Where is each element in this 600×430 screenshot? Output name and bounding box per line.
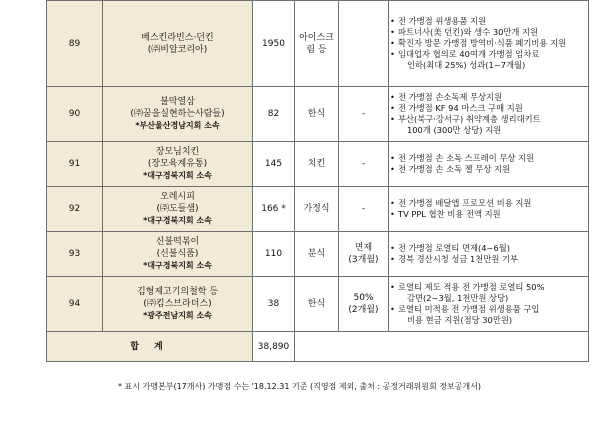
support-item: • 임대업자 협의로 40여개 가맹점 임차료 bbox=[389, 49, 588, 60]
support-item-continued: 비용 현금 지원(점당 30만원) bbox=[407, 315, 513, 325]
business-type: 한식 bbox=[295, 277, 339, 332]
support-item: • 전 가맹점 KF 94 마스크 구매 지원 bbox=[389, 103, 588, 114]
chapter-affiliation: *대구경북지회 소속 bbox=[143, 261, 212, 270]
brand-name-cell bbox=[103, 187, 253, 232]
support-item: • 부산(북구·강서구) 취약계층 생리대키트 bbox=[389, 114, 588, 125]
row-number: 89 bbox=[47, 1, 103, 87]
table-row bbox=[47, 187, 589, 232]
support-detail-cell bbox=[389, 232, 589, 277]
support-item-continued: 감면(2~3월, 1천만원 상당) bbox=[407, 293, 509, 303]
support-item: • 전 가맹점 손 소독 스프레이 무상 지원 bbox=[389, 153, 588, 164]
business-type: 한식 bbox=[295, 87, 339, 142]
chapter-affiliation: *대구경북지회 소속 bbox=[143, 171, 212, 180]
franchise-support-table bbox=[46, 0, 589, 362]
support-item: • 로열티 제도 적용 전 가맹점 로열티 50% bbox=[389, 282, 588, 293]
brand-name: 불막열삼 bbox=[160, 97, 195, 107]
brand-name-cell bbox=[103, 87, 253, 142]
brand-name: 김형제고기의철학 등 bbox=[136, 287, 219, 297]
company-name: (㈜도들샘) bbox=[156, 204, 199, 214]
brand-name: 베스킨라빈스·던킨 bbox=[141, 32, 214, 43]
support-item: • 전 가맹점 손 소독 젤 무상 지원 bbox=[389, 164, 588, 175]
support-detail-cell bbox=[389, 1, 589, 87]
business-type: 가정식 bbox=[295, 187, 339, 232]
support-detail-cell bbox=[389, 142, 589, 187]
business-type: 아이스크 bbox=[299, 32, 334, 43]
brand-name-cell bbox=[103, 277, 253, 332]
royalty: - bbox=[339, 87, 389, 142]
store-count: 1950 bbox=[253, 1, 295, 87]
brand-name: 오레시피 bbox=[160, 192, 195, 202]
business-type: 분식 bbox=[295, 232, 339, 277]
table-row bbox=[47, 87, 589, 142]
royalty: - bbox=[339, 142, 389, 187]
row-number: 92 bbox=[47, 187, 103, 232]
table-row bbox=[47, 142, 589, 187]
table-row bbox=[47, 277, 589, 332]
row-number: 94 bbox=[47, 277, 103, 332]
support-item-continued: 인하(최대 25%) 성과(1~7개월) bbox=[407, 60, 526, 70]
support-item: • TV PPL 협찬 비용 전액 지원 bbox=[389, 209, 588, 220]
support-item: • 전 가맹점 로열티 면제(4~6월) bbox=[389, 243, 588, 254]
total-empty-cell bbox=[295, 332, 589, 362]
store-count: 145 bbox=[253, 142, 295, 187]
business-type: 림 등 bbox=[306, 44, 327, 55]
business-type-cell bbox=[295, 1, 339, 87]
business-type: 치킨 bbox=[295, 142, 339, 187]
royalty-cell bbox=[339, 1, 389, 87]
total-label: 합 계 bbox=[47, 332, 253, 362]
brand-name-cell bbox=[103, 232, 253, 277]
company-name: (㈜킴스브라더스) bbox=[143, 299, 212, 309]
royalty-period: (2개월) bbox=[348, 305, 379, 315]
support-detail-cell bbox=[389, 277, 589, 332]
footnote: * 표시 가맹본부(17개사) 가맹점 수는 '18.12.31 기준 (직영점 제외, 출처 : 공정거래위원회 정보공개서) bbox=[118, 382, 481, 391]
table-row bbox=[47, 232, 589, 277]
total-row bbox=[47, 332, 589, 362]
brand-name-cell bbox=[103, 142, 253, 187]
company-name: (㈜꿈을실현하는사람들) bbox=[130, 109, 225, 119]
support-item: • 로열티 미적용 전 가맹점 위생용품 구입 bbox=[389, 304, 588, 315]
royalty: - bbox=[339, 187, 389, 232]
royalty: 50% bbox=[353, 293, 374, 303]
store-count: 110 bbox=[253, 232, 295, 277]
support-item: • 전 가맹점 배달앱 프로모션 비용 지원 bbox=[389, 198, 588, 209]
store-count: 38 bbox=[253, 277, 295, 332]
total-store-count: 38,890 bbox=[253, 332, 295, 362]
support-item: • 경북 경산시청 성금 1천만원 기부 bbox=[389, 254, 588, 265]
support-detail-cell bbox=[389, 187, 589, 232]
royalty: 면제 bbox=[354, 243, 373, 253]
support-item: • 확진자 방문 가맹점 방역비·식품 폐기비용 지원 bbox=[389, 38, 588, 49]
company-name: (장모육계유통) bbox=[147, 159, 208, 169]
company-name: (㈜비알코리아) bbox=[147, 44, 208, 55]
royalty-cell bbox=[339, 232, 389, 277]
table-row bbox=[47, 1, 589, 87]
royalty-period: (3개월) bbox=[348, 255, 379, 265]
support-item-continued: 100개 (300만 상당) 지원 bbox=[407, 125, 502, 135]
chapter-affiliation: *부산울산경남지회 소속 bbox=[135, 121, 220, 130]
store-count: 82 bbox=[253, 87, 295, 142]
royalty-cell bbox=[339, 277, 389, 332]
chapter-affiliation: *대구경북지회 소속 bbox=[143, 216, 212, 225]
row-number: 91 bbox=[47, 142, 103, 187]
support-item: • 전 가맹점 위생용품 지원 bbox=[389, 16, 588, 27]
chapter-affiliation: *광주전남지회 소속 bbox=[143, 311, 212, 320]
row-number: 93 bbox=[47, 232, 103, 277]
brand-name: 장모님치킨 bbox=[155, 147, 200, 157]
row-number: 90 bbox=[47, 87, 103, 142]
brand-name: 신불떡볶이 bbox=[155, 237, 200, 247]
support-item: • 파트너사(美 던킨)와 생수 30만개 지원 bbox=[389, 27, 588, 38]
store-count: 166 * bbox=[253, 187, 295, 232]
support-detail-cell bbox=[389, 87, 589, 142]
company-name: (신불식품) bbox=[156, 249, 199, 259]
brand-name-cell bbox=[103, 1, 253, 87]
support-item: • 전 가맹점 손소독제 무상지원 bbox=[389, 92, 588, 103]
